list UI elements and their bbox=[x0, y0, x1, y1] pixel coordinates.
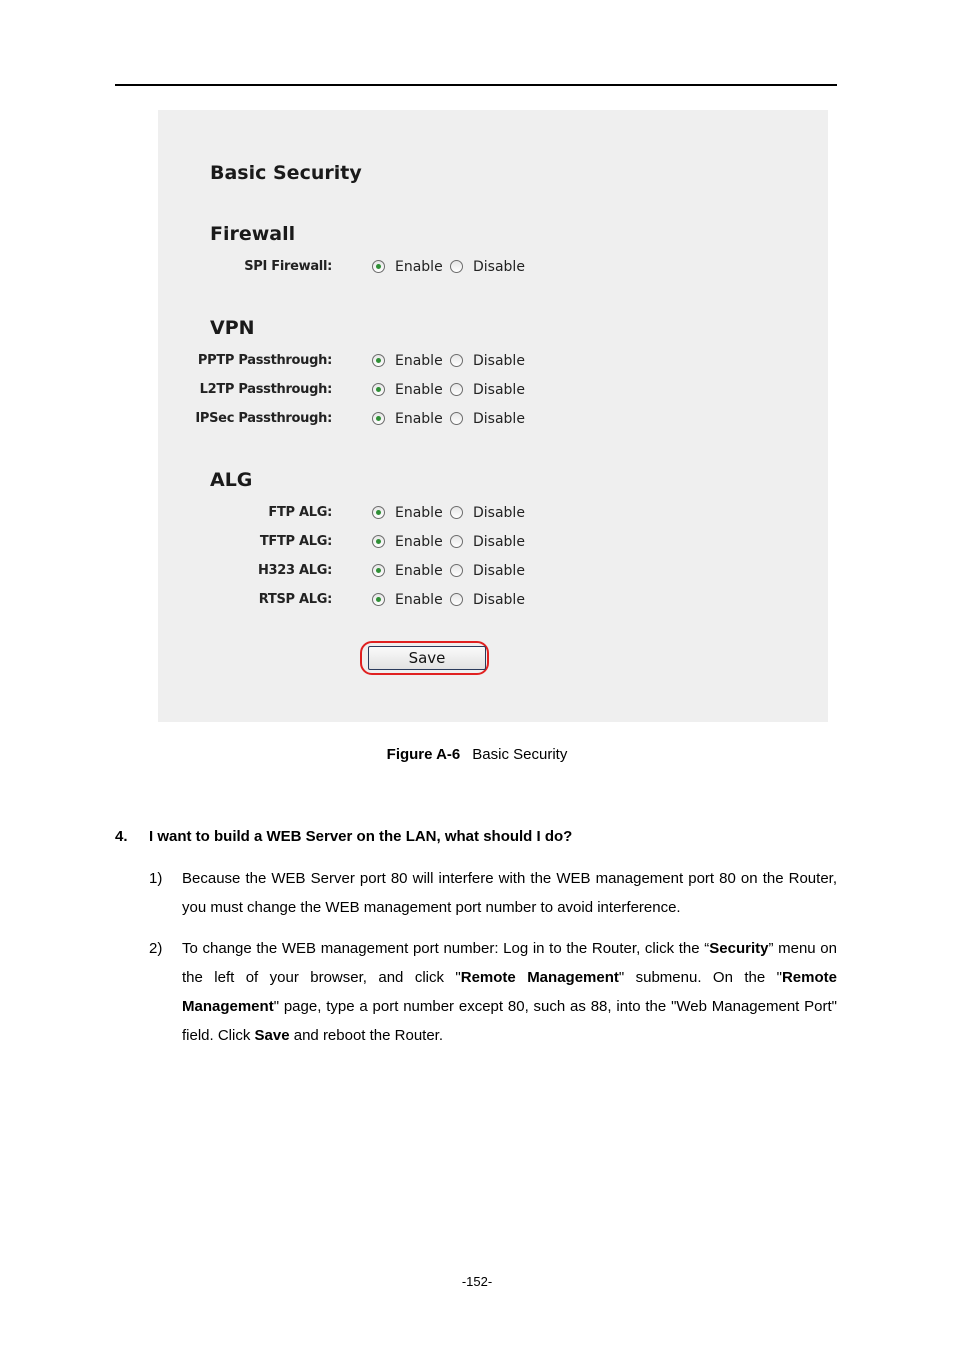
rtsp-alg-disable-radio[interactable] bbox=[450, 593, 463, 606]
pptp-enable-label[interactable]: Enable bbox=[395, 353, 443, 369]
alg-heading: ALG bbox=[210, 469, 253, 491]
h323-alg-enable-radio[interactable] bbox=[372, 564, 385, 577]
ftp-alg-row bbox=[158, 504, 828, 524]
pptp-disable-radio[interactable] bbox=[450, 354, 463, 367]
step-1-text: Because the WEB Server port 80 will interfere with the WEB management port 80 on the Router, you must change the WEB management port number to avoid interference. bbox=[182, 870, 837, 916]
basic-security-figure bbox=[158, 110, 828, 722]
page-number: -152- bbox=[461, 1274, 493, 1289]
ipsec-disable-radio[interactable] bbox=[450, 412, 463, 425]
question-number: 4. bbox=[115, 828, 128, 845]
page-title: Basic Security bbox=[210, 162, 362, 184]
ipsec-enable-radio[interactable] bbox=[372, 412, 385, 425]
h323-alg-row bbox=[158, 562, 828, 582]
step-2-remote-management-page-term: Remote Management bbox=[182, 969, 837, 1015]
pptp-passthrough-label: PPTP Passthrough: bbox=[197, 353, 332, 368]
l2tp-passthrough-row bbox=[158, 381, 828, 401]
spi-firewall-disable-label[interactable]: Disable bbox=[473, 259, 525, 275]
question-text: I want to build a WEB Server on the LAN, what should I do? bbox=[149, 828, 573, 845]
pptp-disable-label[interactable]: Disable bbox=[473, 353, 525, 369]
h323-alg-label: H323 ALG: bbox=[257, 563, 332, 578]
rtsp-alg-label: RTSP ALG: bbox=[258, 592, 332, 607]
l2tp-disable-label[interactable]: Disable bbox=[473, 382, 525, 398]
rtsp-alg-row bbox=[158, 591, 828, 611]
firewall-heading: Firewall bbox=[210, 223, 296, 245]
l2tp-enable-radio[interactable] bbox=[372, 383, 385, 396]
h323-alg-disable-radio[interactable] bbox=[450, 564, 463, 577]
h323-alg-enable-label[interactable]: Enable bbox=[395, 563, 443, 579]
h323-alg-disable-label[interactable]: Disable bbox=[473, 563, 525, 579]
ftp-alg-label: FTP ALG: bbox=[268, 505, 332, 520]
tftp-alg-disable-radio[interactable] bbox=[450, 535, 463, 548]
ipsec-disable-label[interactable]: Disable bbox=[473, 411, 525, 427]
spi-firewall-disable-radio[interactable] bbox=[450, 260, 463, 273]
ipsec-enable-label[interactable]: Enable bbox=[395, 411, 443, 427]
save-button[interactable]: Save bbox=[368, 646, 486, 670]
l2tp-passthrough-label: L2TP Passthrough: bbox=[199, 382, 332, 397]
spi-firewall-enable-radio[interactable] bbox=[372, 260, 385, 273]
step-1-number: 1) bbox=[149, 870, 163, 887]
ftp-alg-disable-label[interactable]: Disable bbox=[473, 505, 525, 521]
step-2-text-part-2: ” menu on the left of your browser, and click " bbox=[182, 940, 837, 986]
step-2-text-part-3: " submenu. On the " bbox=[618, 969, 782, 986]
step-2-security-term: Security bbox=[709, 940, 769, 957]
pptp-enable-radio[interactable] bbox=[372, 354, 385, 367]
step-2 bbox=[149, 934, 837, 1050]
spi-firewall-label: SPI Firewall: bbox=[244, 259, 332, 274]
tftp-alg-row bbox=[158, 533, 828, 553]
tftp-alg-label: TFTP ALG: bbox=[259, 534, 332, 549]
pptp-passthrough-row bbox=[158, 352, 828, 372]
step-2-text-part-4: " page, type a port number except 80, such as 88, into the "Web Management Port" field. Click bbox=[182, 998, 837, 1044]
l2tp-disable-radio[interactable] bbox=[450, 383, 463, 396]
tftp-alg-enable-radio[interactable] bbox=[372, 535, 385, 548]
top-rule bbox=[115, 84, 837, 86]
rtsp-alg-enable-label[interactable]: Enable bbox=[395, 592, 443, 608]
step-1 bbox=[149, 864, 837, 922]
vpn-heading: VPN bbox=[210, 317, 255, 339]
step-2-save-term: Save bbox=[254, 1027, 290, 1044]
spi-firewall-row bbox=[158, 258, 828, 278]
step-2-number: 2) bbox=[149, 940, 163, 957]
rtsp-alg-enable-radio[interactable] bbox=[372, 593, 385, 606]
ipsec-passthrough-row bbox=[158, 410, 828, 430]
l2tp-enable-label[interactable]: Enable bbox=[395, 382, 443, 398]
figure-caption-label: Figure A-6 bbox=[386, 746, 461, 763]
step-2-remote-management-term: Remote Management bbox=[460, 969, 619, 986]
tftp-alg-enable-label[interactable]: Enable bbox=[395, 534, 443, 550]
ftp-alg-enable-radio[interactable] bbox=[372, 506, 385, 519]
ftp-alg-disable-radio[interactable] bbox=[450, 506, 463, 519]
tftp-alg-disable-label[interactable]: Disable bbox=[473, 534, 525, 550]
spi-firewall-enable-label[interactable]: Enable bbox=[395, 259, 443, 275]
ftp-alg-enable-label[interactable]: Enable bbox=[395, 505, 443, 521]
figure-caption-text: Basic Security bbox=[472, 746, 568, 763]
step-2-text bbox=[182, 934, 837, 1050]
ipsec-passthrough-label: IPSec Passthrough: bbox=[195, 411, 332, 426]
figure-caption bbox=[0, 746, 954, 763]
step-2-text-part-5: and reboot the Router. bbox=[289, 1027, 444, 1044]
rtsp-alg-disable-label[interactable]: Disable bbox=[473, 592, 525, 608]
step-2-text-part-1: To change the WEB management port number: Log in to the Router, click the “ bbox=[182, 940, 710, 957]
